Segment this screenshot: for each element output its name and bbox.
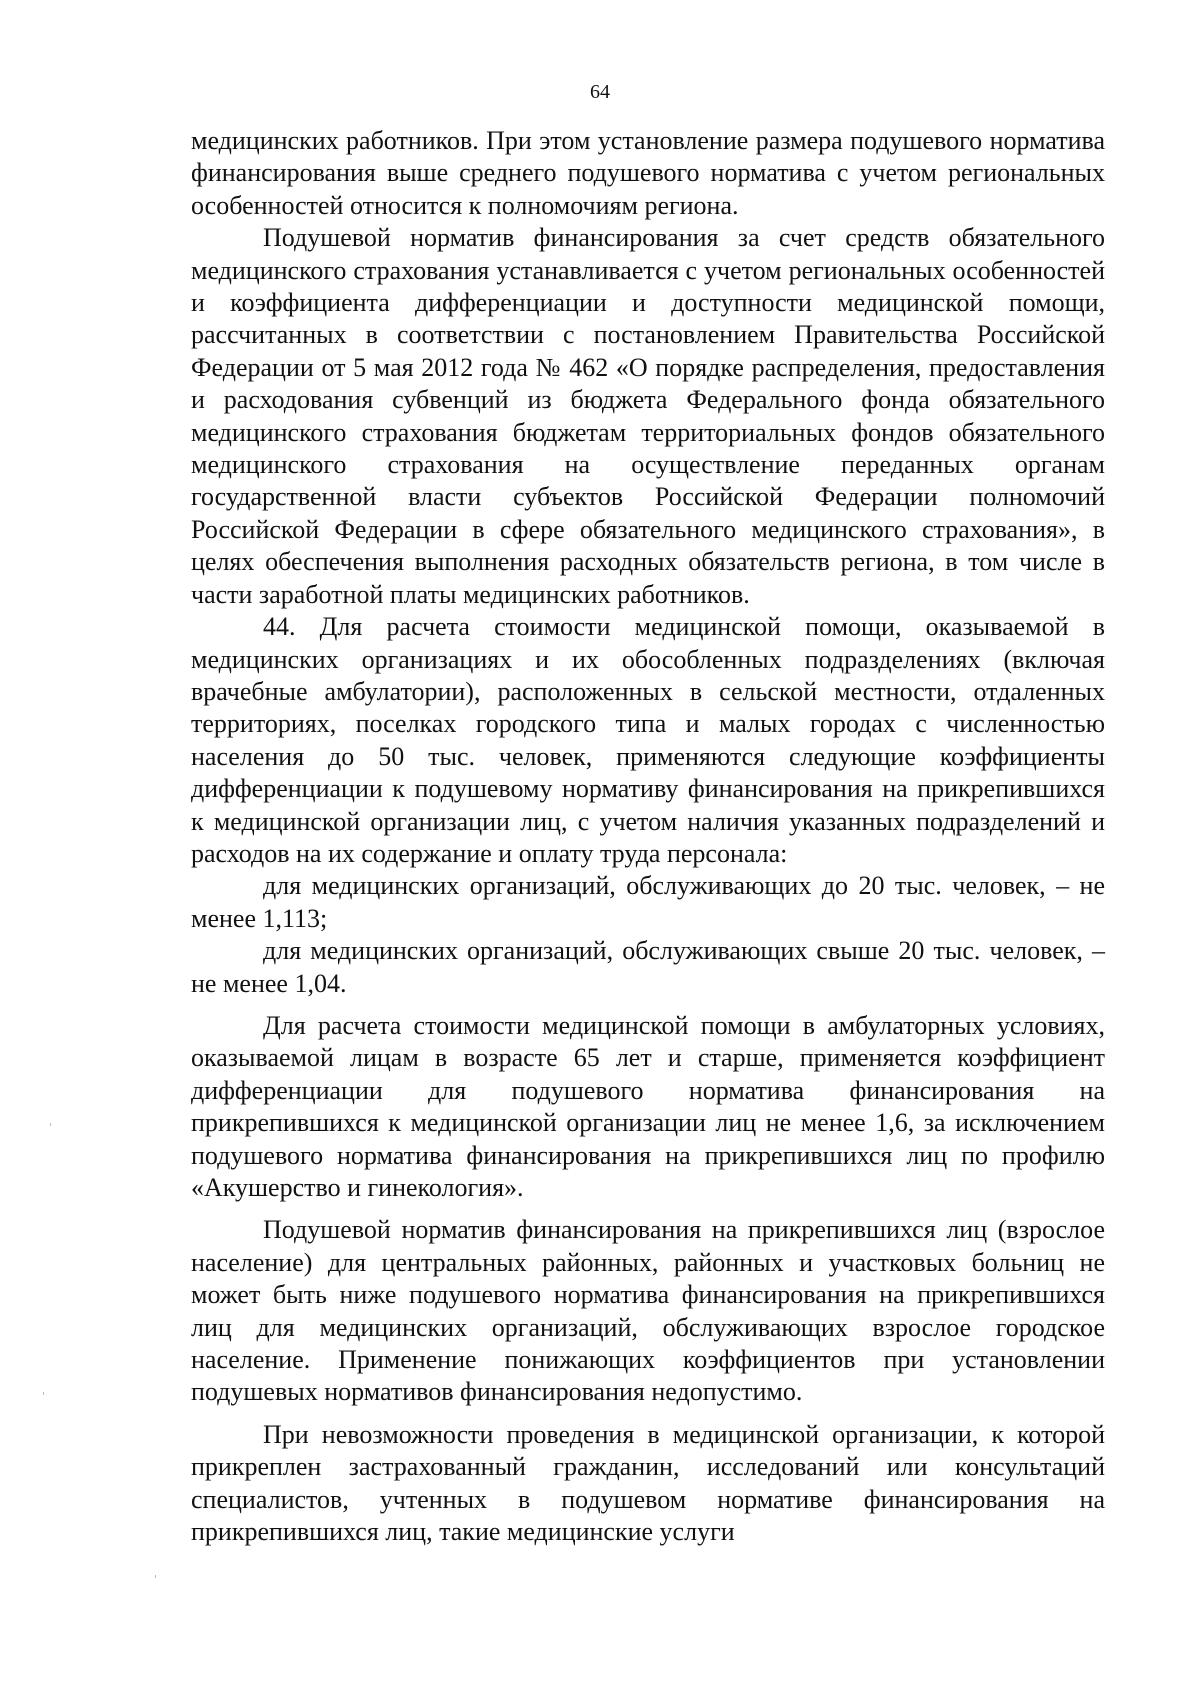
paragraph-capitation-standard: Подушевой норматив финансирования за счет средств обязательного медицинского страхования устанавливается с учетом региональных особенностей и коэффициента дифференциации и доступности медицинской помощи, рассчитанных в соответствии с постановлением Правительства Российской Федерации от 5 мая 2012 года № 462 «О порядке распределения, предоставления и расходования субвенций из бюджета Федерального фонда обязательного медицинского страхования бюджетам территориальных фондов обязательного медицинского страхования на осуществление переданных органам государственной власти субъектов Российской Федерации полномочий Российской Федерации в сфере обязательного медицинского страхования», в целях обеспечения выполнения расходных обязательств региона, в том числе в части заработной платы медицинских работников.: [191, 223, 1105, 609]
paragraph-continuation: медицинских работников. При этом установление размера подушевого норматива финансирования выше среднего подушевого норматива с учетом региональных особенностей относится к полномочиям региона.: [191, 126, 1105, 220]
paragraph-item-44: 44. Для расчета стоимости медицинской помощи, оказываемой в медицинских организациях и их обособленных подразделениях (включая врачебные амбулатории), расположенных в сельской местности, отдаленных территориях, поселках городского типа и малых городах с численностью населения до 50 тыс. человек, применяются следующие коэффициенты дифференциации к подушевому нормативу финансирования на прикрепившихся к медицинской организации лиц, с учетом наличия указанных подразделений и расходов на их содержание и оплату труда персонала:: [191, 612, 1105, 868]
scan-artifact-mark: [43, 1392, 44, 1395]
scan-artifact-mark: [50, 1123, 51, 1126]
paragraph-coefficient-over-20k: для медицинских организаций, обслуживающих свыше 20 тыс. человек, – не менее 1,04.: [191, 936, 1105, 998]
paragraph-coefficient-up-to-20k: для медицинских организаций, обслуживающих до 20 тыс. человек, – не менее 1,113;: [191, 871, 1105, 933]
paragraph-external-services: При невозможности проведения в медицинской организации, к которой прикреплен застрахованный гражданин, исследований или консультаций специалистов, учтенных в подушевом нормативе финансирования на прикрепившихся лиц, такие медицинские услуги: [191, 1419, 1105, 1547]
paragraph-age-65-coefficient: Для расчета стоимости медицинской помощи в амбулаторных условиях, оказываемой лицам в возрасте 65 лет и старше, применяется коэффициент дифференциации для подушевого норматива финансирования на прикрепившихся к медицинской организации лиц не менее 1,6, за исключением подушевого норматива финансирования на прикрепившихся лиц по профилю «Акушерство и гинекология».: [191, 1010, 1105, 1202]
document-body: [191, 125, 1105, 1548]
paragraph-rural-hospitals: Подушевой норматив финансирования на прикрепившихся лиц (взрослое население) для центральных районных, районных и участковых больниц не может быть ниже подушевого норматива финансирования на прикрепившихся лиц для медицинских организаций, обслуживающих взрослое городское население. Применение понижающих коэффициентов при установлении подушевых нормативов финансирования недопустимо.: [191, 1215, 1105, 1407]
page-number: 64: [590, 81, 610, 103]
scan-artifact-mark: [155, 1575, 156, 1578]
